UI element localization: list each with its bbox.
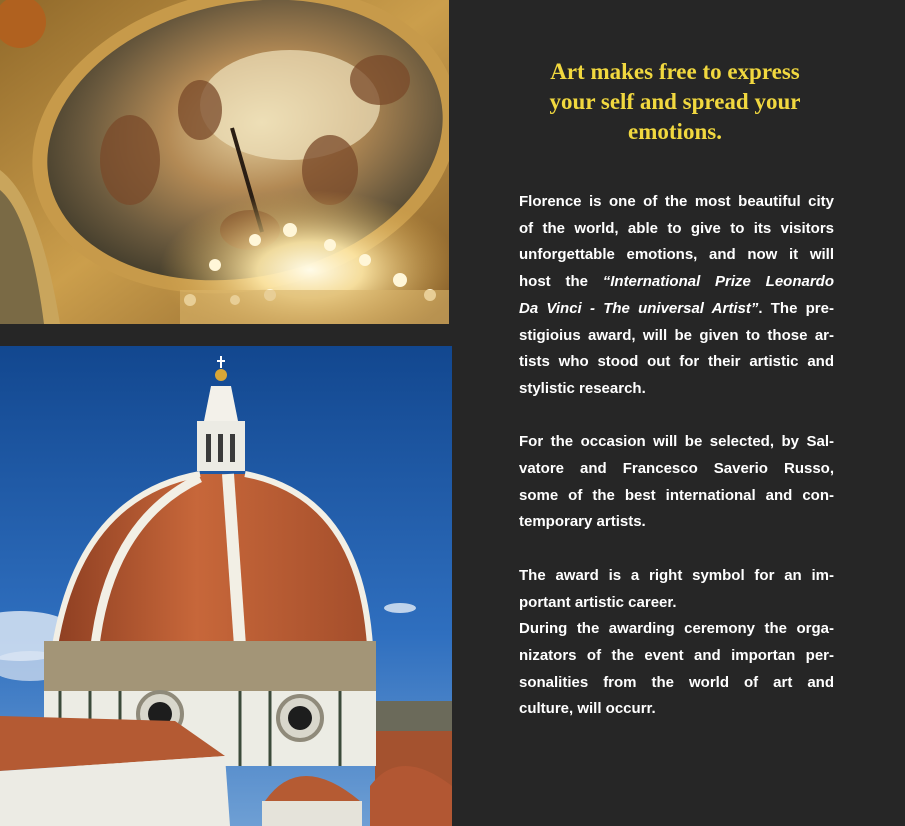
text-line: For the occasion will be selected, by Sal-	[519, 433, 834, 451]
text-line: unforgettable emotions, and now it will	[519, 246, 834, 264]
article-body	[519, 189, 834, 723]
headline-line-2: your self and spread your	[549, 89, 801, 114]
florence-cathedral-dome-photo	[0, 346, 452, 826]
text-line: some of the best international and con-	[519, 486, 834, 504]
text-line: The award is a right symbol for an im-	[519, 566, 834, 584]
paragraph-award-symbol	[519, 563, 834, 616]
text-line: culture, will occurr.	[519, 700, 656, 718]
text-line: stylistic research.	[519, 379, 646, 397]
text-line: During the awarding ceremony the orga-	[519, 620, 834, 638]
text-segment: host the	[519, 273, 603, 291]
fresco-ceiling-chandelier-photo	[0, 0, 449, 324]
text-line: temporary artists.	[519, 513, 646, 531]
paragraph-ceremony	[519, 616, 834, 723]
text-line: vatore and Francesco Saverio Russo,	[519, 460, 834, 478]
text-line: tists who stood out for their artistic and	[519, 353, 834, 371]
text-segment: . The pre-	[758, 299, 834, 317]
text-line: nizators of the event and importan per-	[519, 646, 834, 664]
text-line: Florence is one of the most beautiful city	[519, 193, 834, 210]
text-line	[519, 296, 834, 323]
paragraph-intro	[519, 189, 834, 403]
duomo-image	[0, 346, 452, 826]
headline	[505, 57, 845, 147]
text-line: of the world, able to give to its visitors	[519, 219, 834, 237]
prize-name-part-2: Da Vinci - The universal Artist”	[519, 299, 759, 317]
text-line: stigioius award, will be given to those ar-	[519, 326, 834, 344]
ceiling-fresco-image	[0, 0, 449, 324]
headline-line-3: emotions.	[628, 119, 722, 144]
headline-line-1: Art makes free to express	[550, 59, 800, 84]
text-line: portant artistic career.	[519, 593, 677, 611]
prize-name-part-1: “International Prize Leonardo	[602, 273, 834, 291]
text-line	[519, 269, 834, 296]
text-line: sonalities from the world of art and	[519, 673, 834, 691]
paragraph-selection	[519, 429, 834, 536]
